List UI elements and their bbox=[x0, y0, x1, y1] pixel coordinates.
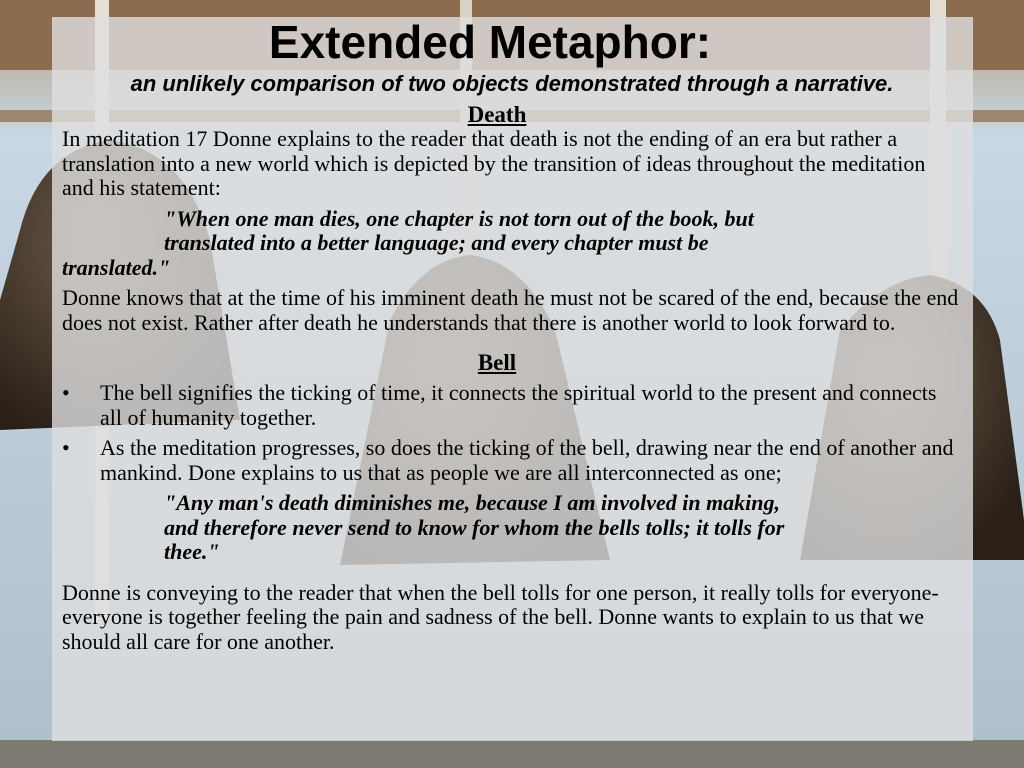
death-quote-line-3: translated." bbox=[62, 254, 171, 280]
slide-subtitle: an unlikely comparison of two objects demonstrated through a narrative. bbox=[130, 71, 894, 96]
bullet-icon: • bbox=[62, 380, 70, 405]
bell-quote-line-2: and therefore never send to know for whom the bells tolls; it tolls for bbox=[164, 514, 785, 540]
bell-quote bbox=[62, 491, 962, 565]
bell-bullet-text: The bell signifies the ticking of time, it connects the spiritual world to the present and connects all of humanity together. bbox=[100, 380, 937, 430]
bell-bullet-list bbox=[62, 381, 962, 485]
death-conclusion-paragraph: Donne knows that at the time of his imminent death he must not be scared of the end, because the end does not exist. Rather after death he understands that there is another world to look forward to. bbox=[62, 285, 959, 335]
section-heading-bell: Bell bbox=[477, 350, 517, 375]
death-quote-line-1: "When one man dies, one chapter is not torn out of the book, but bbox=[164, 205, 754, 231]
bell-conclusion-paragraph: Donne is conveying to the reader that when the bell tolls for one person, it really tolls for everyone- everyone is together feeling the pain and sadness of the bell. Donne wants to explain to us that we should all care for one another. bbox=[62, 579, 939, 654]
bullet-icon: • bbox=[62, 435, 70, 460]
section-heading-death: Death bbox=[467, 102, 527, 127]
death-quote bbox=[62, 207, 962, 281]
bell-quote-line-1: "Any man's death diminishes me, because I am involved in making, bbox=[164, 490, 781, 515]
bell-bullet-text: As the meditation progresses, so does the ticking of the bell, drawing near the end of another and mankind. Done explains to us that as people we are all interconnected as one; bbox=[100, 435, 954, 485]
death-intro-paragraph: In meditation 17 Donne explains to the reader that death is not the ending of an era but rather a translation into a new world which is depicted by the transition of ideas throughout the meditation and his statement: bbox=[62, 126, 926, 200]
bell-bullet-item bbox=[62, 381, 962, 430]
bell-quote-line-3: thee." bbox=[164, 539, 220, 564]
bell-bullet-item bbox=[62, 436, 962, 485]
slide-title: Extended Metaphor: bbox=[268, 16, 712, 68]
death-quote-line-2: translated into a better language; and every chapter must be bbox=[164, 230, 709, 255]
slide-content bbox=[62, 17, 962, 654]
